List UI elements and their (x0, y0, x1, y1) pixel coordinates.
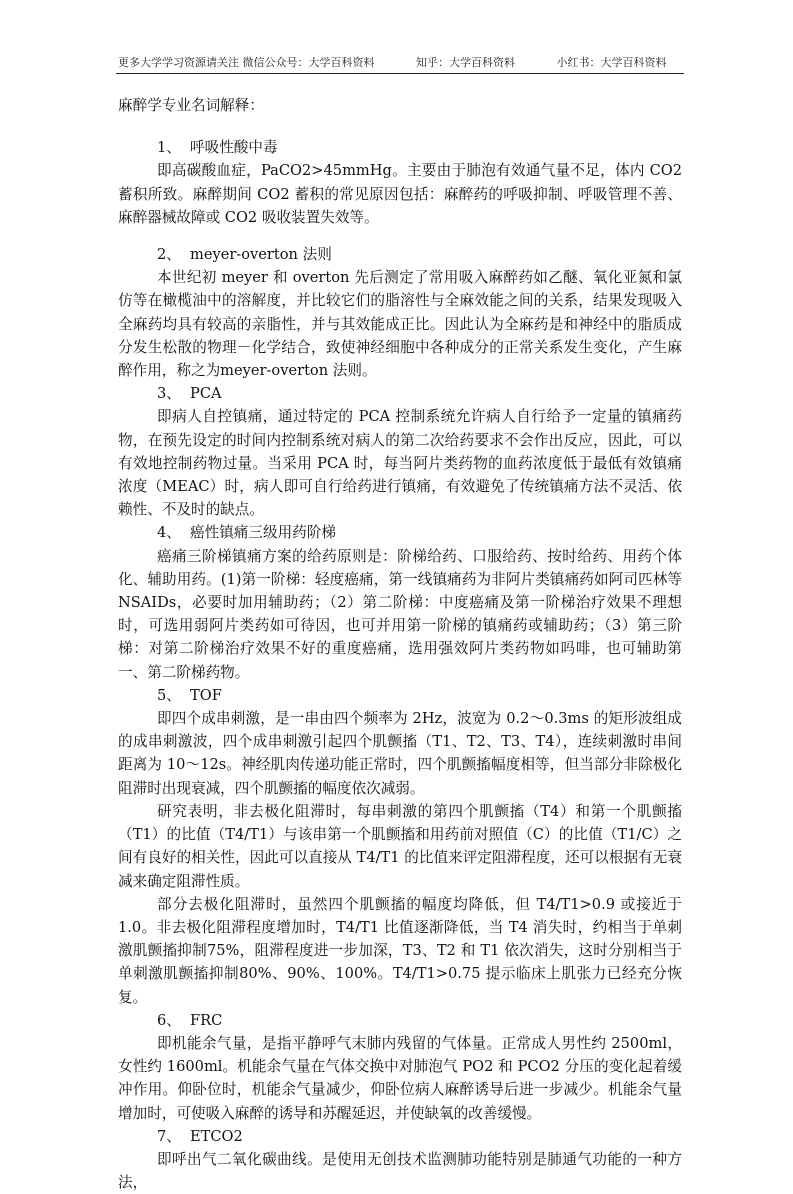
term-definition: 即机能余气量，是指平静呼气末肺内残留的气体量。正常成人男性约 2500ml，女性约 1600ml。机能余气量在气体交换中对肺泡气 PO2 和 PCO2 分压的变化起着缓冲作用。仰卧位时，机能余气量减少，仰卧位病人麻醉诱导后进一步减少。机能余气量增加时，可使吸入麻醉的诱导和苏醒延迟，并使缺氧的改善缓慢。 (118, 1034, 682, 1122)
term-section (118, 136, 682, 229)
term-definition: 即四个成串刺激，是一串由四个频率为 2Hz，波宽为 0.2～0.3ms 的矩形波组成的成串刺激波，四个成串刺激引起四个肌颤搐（T1、T2、T3、T4），连续刺激时串间距离为 10～12s。神经肌肉传递功能正常时，四个肌颤搐幅度相等，但当部分非除极化阻滞时出现衰减，四个肌颤搐的幅度依次减弱。 (118, 710, 682, 797)
header-divider (116, 73, 684, 74)
document-title: 麻醉学专业名词解释： (118, 97, 264, 114)
term-definition: 研究表明，非去极化阻滞时，每串刺激的第四个肌颤搐（T4）和第一个肌颤搐（T1）的比值（T4/T1）与该串第一个肌颤搐和用药前对照值（C）的比值（T1/C）之间有良好的相关性，因此可以直接从 T4/T1 的比值来评定阻滞程度，还可以根据有无衰减来确定阻滞性质。 (118, 802, 682, 890)
term-number: 3、 (157, 385, 181, 403)
term-number: 5、 (157, 686, 181, 704)
term-number: 7、 (157, 1127, 181, 1145)
term-section (118, 243, 682, 382)
term-definition: 癌痛三阶梯镇痛方案的给药原则是：阶梯给药、口服给药、按时给药、用药个体化、辅助用药。(1)第一阶梯：轻度癌痛，第一线镇痛药为非阿片类镇痛药如阿司匹林等 NSAIDs，必要时加用辅助药；（2）第二阶梯：中度癌痛及第一阶梯治疗效果不理想时，可选用弱阿片类药如可待因，也可并用第一阶梯的镇痛药或辅助药；（3）第三阶梯：对第二阶梯治疗效果不好的重度癌痛，选用强效阿片类药物如吗啡，也可辅助第一、第二阶梯药物。 (118, 547, 682, 681)
term-heading (118, 136, 682, 159)
section-gap (118, 229, 682, 243)
document-body (118, 94, 682, 1194)
term-number: 2、 (157, 246, 181, 264)
term-section (118, 1125, 682, 1194)
term-title: PCA (190, 385, 222, 403)
term-heading (118, 1009, 682, 1032)
term-definition: 即呼出气二氧化碳曲线。是使用无创技术监测肺功能特别是肺通气功能的一种方法， (118, 1150, 682, 1192)
term-title: TOF (190, 686, 222, 704)
header-xiaohongshu: 小红书：大学百科资料 (556, 56, 667, 69)
term-title: FRC (190, 1011, 223, 1029)
term-definition: 即高碳酸血症，PaCO2>45mmHg。主要由于肺泡有效通气量不足，体内 CO2 蓄积所致。麻醉期间 CO2 蓄积的常见原因包括：麻醉药的呼吸抑制、呼吸管理不善、麻醉器械故障或 CO2 吸收装置失效等。 (118, 162, 682, 226)
term-definition: 即病人自控镇痛，通过特定的 PCA 控制系统允许病人自行给予一定量的镇痛药物，在预先设定的时间内控制系统对病人的第二次给药要求不会作出反应，因此，可以有效地控制药物过量。当采用 PCA 时，每当阿片类药物的血药浓度低于最低有效镇痛浓度（MEAC）时，病人即可自行给药进行镇痛，有效避免了传统镇痛方法不灵活、依赖性、不及时的缺点。 (118, 408, 682, 519)
term-title: 癌性镇痛三级用药阶梯 (190, 524, 336, 542)
term-title: meyer-overton 法则 (190, 246, 332, 264)
term-number: 1、 (157, 139, 181, 157)
term-heading (118, 1125, 682, 1148)
term-section (118, 521, 682, 683)
term-section (118, 684, 682, 1009)
term-heading (118, 684, 682, 707)
term-number: 4、 (157, 524, 181, 542)
term-heading (118, 243, 682, 266)
header-wechat: 更多大学学习资源请关注 微信公众号：大学百科资料 (118, 56, 375, 69)
term-definition: 本世纪初 meyer 和 overton 先后测定了常用吸入麻醉药如乙醚、氧化亚氮和氯仿等在橄榄油中的溶解度，并比较它们的脂溶性与全麻效能之间的关系，结果发现吸入全麻药均具有较高的亲脂性，并与其效能成正比。因此认为全麻药是和神经中的脂质成分发生松散的物理－化学结合，致使神经细胞中各种成分的正常关系发生变化，产生麻醉作用，称之为meyer-overton 法则。 (118, 269, 682, 380)
term-heading (118, 382, 682, 405)
term-heading (118, 521, 682, 544)
term-section (118, 382, 682, 521)
term-title: 呼吸性酸中毒 (190, 139, 278, 157)
page-header (118, 54, 682, 70)
term-title: ETCO2 (190, 1127, 243, 1145)
header-zhihu: 知乎：大学百科资料 (416, 56, 515, 69)
term-definition: 部分去极化阻滞时，虽然四个肌颤搐的幅度均降低，但 T4/T1>0.9 或接近于 1.0。非去极化阻滞程度增加时，T4/T1 比值逐渐降低，当 T4 消失时，约相当于单刺激肌颤搐抑制75%，阻滞程度进一步加深，T3、T2 和 T1 依次消失，这时分别相当于单刺激肌颤搐抑制80%、90%、100%。T4/T1>0.75 提示临床上肌张力已经充分恢复。 (118, 895, 682, 1006)
term-number: 6、 (157, 1011, 181, 1029)
term-list (118, 136, 682, 1194)
term-section (118, 1009, 682, 1125)
